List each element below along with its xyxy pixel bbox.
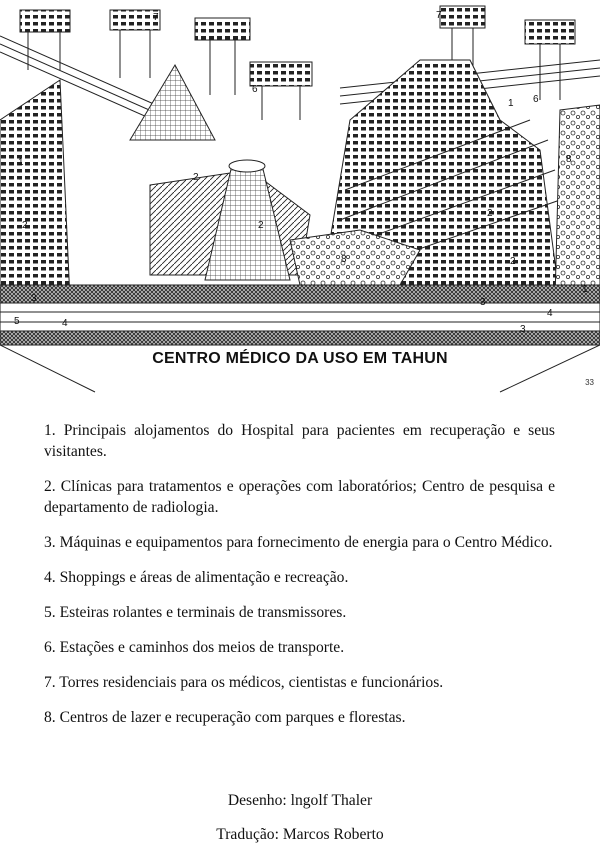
illustration-title: CENTRO MÉDICO DA USO EM TAHUN bbox=[152, 350, 448, 367]
callout-number: 2 bbox=[22, 220, 28, 231]
translation-credit: Tradução: Marcos Roberto bbox=[216, 826, 384, 843]
callout-number: 1 bbox=[582, 284, 588, 295]
drawing-credit: Desenho: lngolf Thaler bbox=[227, 792, 373, 809]
legend-item: 8. Centros de lazer e recuperação com parques e florestas. bbox=[44, 709, 406, 726]
callout-number: 8 bbox=[341, 254, 347, 265]
callout-number: 1 bbox=[508, 98, 514, 109]
legend-item: 1. Principais alojamentos do Hospital para pacientes em recuperação e seus visitantes. bbox=[44, 422, 555, 460]
callout-number: 2 bbox=[258, 220, 264, 231]
callout-number: 6 bbox=[533, 94, 539, 105]
callout-number: 2 bbox=[510, 256, 516, 267]
callout-number: 6 bbox=[252, 84, 258, 95]
callout-number: 8 bbox=[566, 154, 572, 165]
left-terraced-block bbox=[0, 80, 70, 300]
callout-number: 3 bbox=[520, 324, 526, 335]
legend-item: 6. Estações e caminhos dos meios de transporte. bbox=[44, 639, 345, 656]
legend-list bbox=[44, 420, 555, 742]
callout-number: 7 bbox=[436, 10, 442, 21]
callout-number: 5 bbox=[14, 316, 20, 327]
callout-number: 2 bbox=[193, 172, 199, 183]
callout-number: 1 bbox=[18, 157, 24, 168]
legend-item: 3. Máquinas e equipamentos para fornecimento de energia para o Centro Médico. bbox=[44, 534, 553, 551]
callout-number: 3 bbox=[480, 297, 486, 308]
callout-number: 4 bbox=[62, 318, 68, 329]
legend-item: 7. Torres residenciais para os médicos, cientistas e funcionários. bbox=[44, 674, 444, 691]
callout-number: 2 bbox=[487, 208, 493, 219]
drawing-canvas bbox=[0, 0, 600, 395]
callout-number: 3 bbox=[31, 293, 37, 304]
callout-number: 7 bbox=[153, 12, 159, 23]
legend-item: 4. Shoppings e áreas de alimentação e recreação. bbox=[44, 569, 349, 586]
plate-number: 33 bbox=[585, 378, 594, 387]
legend-item: 5. Esteiras rolantes e terminais de transmissores. bbox=[44, 604, 347, 621]
callout-number: 4 bbox=[547, 308, 553, 319]
city-illustration bbox=[0, 0, 600, 395]
legend-item: 2. Clínicas para tratamentos e operações com laboratórios; Centro de pesquisa e departamento de radiologia. bbox=[44, 478, 555, 516]
